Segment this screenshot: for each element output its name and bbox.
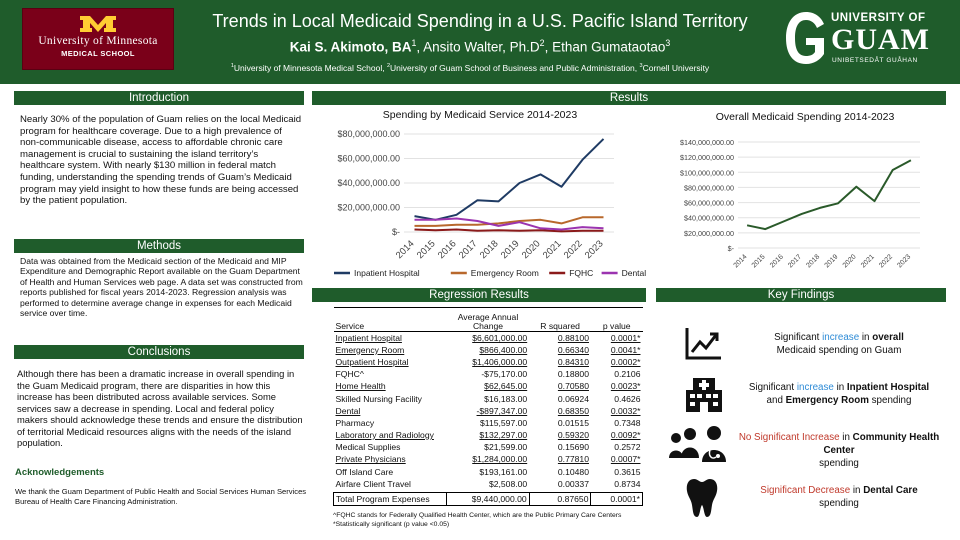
- regression-total-r-squared: 0.87650: [529, 493, 591, 506]
- x-tick-label: 2023: [582, 238, 606, 262]
- regression-p-value: 0.0092*: [610, 430, 641, 441]
- methods-text: Data was obtained from the Medicaid section of the Medicaid and MIP Expenditure and Demographic Report available on the Guam Department of Health and Human Services web page. A data set was constructed from reports published for fiscal years 2014-2023. Regression analysis was performed to determine average change in expenses for each Medicaid service over time.: [20, 256, 303, 319]
- chart-spending-by-service: [314, 122, 646, 282]
- methods-heading: Methods: [14, 239, 304, 253]
- regression-change: $6,601,000.00: [472, 332, 528, 343]
- umn-school: MEDICAL SCHOOL: [61, 49, 135, 58]
- regression-service: Emergency Room: [335, 344, 405, 355]
- regression-r-squared: 0.77810: [557, 454, 589, 465]
- regression-service: Off Island Care: [335, 466, 394, 477]
- key-finding-community-health: [730, 431, 948, 470]
- kf2-highlight: increase: [796, 382, 834, 393]
- kf4-post: spending: [819, 498, 859, 509]
- uog-g-icon: [784, 10, 828, 66]
- regression-row: [334, 380, 643, 392]
- regression-total-service: Total Program Expenses: [334, 493, 447, 506]
- regression-r-squared: 0.18800: [557, 369, 589, 380]
- x-tick-label: 2020: [519, 238, 543, 262]
- regression-service: Pharmacy: [335, 417, 375, 428]
- regression-p-value: 0.2572: [614, 442, 641, 453]
- regression-service: FQHC^: [335, 369, 364, 380]
- introduction-heading: Introduction: [14, 91, 304, 105]
- x-tick-label: 2018: [477, 238, 501, 262]
- series-line: [415, 230, 604, 232]
- regression-service: Dental: [335, 405, 361, 416]
- kf1-pre: Significant: [774, 332, 823, 343]
- x-tick-label: 2016: [768, 253, 785, 270]
- regression-p-value: 0.0007*: [610, 454, 641, 465]
- aff-1-sup: 1: [230, 63, 234, 70]
- aff-1: University of Minnesota Medical School,: [233, 63, 387, 73]
- chart-overall-title: Overall Medicaid Spending 2014-2023: [715, 111, 895, 123]
- y-tick-label: $40,000,000.00: [684, 213, 734, 223]
- regression-r-squared: 0.68350: [557, 405, 589, 416]
- regression-service: Private Physicians: [335, 454, 406, 465]
- hospital-icon: [683, 374, 725, 414]
- author-3-sup: 3: [665, 38, 671, 48]
- umn-m-icon: [78, 14, 118, 34]
- legend-entry: [334, 268, 420, 278]
- x-tick-label: 2018: [805, 253, 822, 270]
- col-r-squared: R squared: [529, 308, 591, 332]
- regression-row: [334, 356, 643, 368]
- regression-row: [334, 344, 643, 356]
- regression-p-value: 0.2106: [614, 369, 641, 380]
- regression-r-squared: 0.84310: [557, 356, 589, 367]
- x-tick-label: 2019: [823, 253, 840, 270]
- regression-row: [334, 392, 643, 404]
- kf4-mid: in: [850, 485, 864, 496]
- legend-entry: [451, 268, 539, 278]
- regression-row: [334, 429, 643, 441]
- y-tick-label: $20,000,000.00: [337, 202, 400, 213]
- author-3: Ethan Gumataotao: [552, 39, 666, 55]
- regression-row: [334, 417, 643, 429]
- conclusions-heading: Conclusions: [14, 345, 304, 359]
- aff-2-sup: 2: [386, 63, 391, 70]
- key-finding-inpatient-er: [730, 381, 948, 407]
- regression-change: $16,183.00: [484, 393, 528, 404]
- kf4-bold: Dental Care: [863, 485, 918, 496]
- key-finding-dental: [730, 484, 948, 510]
- regression-change: -$75,170.00: [481, 369, 528, 380]
- regression-change: $1,284,000.00: [472, 454, 528, 465]
- y-tick-label: $60,000,000.00: [684, 198, 734, 208]
- x-tick-label: 2015: [750, 253, 767, 270]
- x-tick-label: 2021: [540, 238, 564, 262]
- col-p-value: p value: [591, 308, 643, 332]
- col-average-change: Average Annual Change: [447, 308, 529, 332]
- kf3-bold: Community Health Center: [823, 432, 940, 456]
- kf1-mid: in: [859, 332, 873, 343]
- chart-service-title: Spending by Medicaid Service 2014-2023: [382, 109, 578, 121]
- y-tick-label: $-: [391, 227, 400, 237]
- poster-header: [0, 0, 960, 84]
- chart-overall-spending: [656, 130, 956, 280]
- acknowledgements-heading: Acknowledgements: [15, 467, 105, 478]
- regression-service: Home Health: [335, 381, 386, 392]
- uog-tagline: UNIBETSEDÅT GUÅHAN: [832, 57, 918, 64]
- trend-chart-icon: [683, 324, 725, 364]
- legend-label: Inpatient Hospital: [354, 268, 420, 278]
- col-service: Service: [334, 308, 447, 332]
- kf2-pre: Significant: [748, 382, 797, 393]
- regression-r-squared: 0.59320: [557, 430, 589, 441]
- legend-label: FQHC: [569, 268, 594, 278]
- poster-title: Trends in Local Medicaid Spending in a U.S. Pacific Island Territory: [212, 11, 748, 31]
- kf2-bold2: Emergency Room: [785, 395, 869, 406]
- author-2-sup: 2: [539, 38, 545, 48]
- regression-change: $1,406,000.00: [472, 356, 528, 367]
- regression-p-value: 0.0002*: [610, 356, 641, 367]
- umn-medical-school-logo: [22, 8, 174, 70]
- key-finding-overall: [730, 331, 948, 357]
- poster-authors: [180, 38, 780, 55]
- kf3-highlight: No Significant Increase: [738, 432, 840, 443]
- regression-row: [334, 478, 643, 490]
- regression-row: [334, 441, 643, 453]
- kf3-mid: in: [839, 432, 853, 443]
- regression-change: $21,599.00: [484, 442, 528, 453]
- regression-service: Medical Supplies: [335, 442, 401, 453]
- author-2: Ansito Walter, Ph.D: [423, 39, 540, 55]
- kf2-post: spending: [868, 395, 912, 406]
- x-tick-label: 2017: [456, 238, 480, 262]
- regression-change: -$897,347.00: [476, 405, 528, 416]
- kf1-bold: overall: [872, 332, 904, 343]
- uog-logo: [784, 10, 952, 76]
- regression-row: [334, 405, 643, 417]
- regression-row: [334, 368, 643, 380]
- regression-service: Outpatient Hospital: [335, 356, 409, 367]
- poster-affiliations: [170, 63, 770, 73]
- kf2-mid: in: [833, 382, 847, 393]
- regression-heading: Regression Results: [312, 288, 646, 302]
- legend-label: Emergency Room: [470, 268, 539, 278]
- regression-change: $115,597.00: [480, 417, 528, 428]
- tooth-icon: [685, 477, 719, 519]
- regression-service: Airfare Client Travel: [335, 478, 411, 489]
- results-heading: Results: [312, 91, 946, 105]
- aff-3: Cornell University: [642, 63, 710, 73]
- regression-total-p-value: 0.0001*: [591, 493, 643, 506]
- regression-notes: [333, 511, 621, 529]
- regression-r-squared: 0.01515: [557, 417, 589, 428]
- series-line: [747, 160, 911, 229]
- y-tick-label: $100,000,000.00: [680, 168, 734, 178]
- regression-p-value: 0.0001*: [610, 332, 641, 343]
- regression-table: [333, 307, 643, 506]
- regression-p-value: 0.8734: [614, 478, 641, 489]
- regression-r-squared: 0.70580: [557, 381, 589, 392]
- regression-service: Skilled Nursing Facility: [335, 393, 422, 404]
- regression-p-value: 0.0041*: [610, 344, 641, 355]
- x-tick-label: 2016: [435, 238, 459, 262]
- regression-r-squared: 0.06924: [557, 393, 589, 404]
- author-primary-sup: 1: [411, 38, 417, 48]
- author-sep-1: ,: [416, 39, 424, 55]
- regression-header-row: [334, 308, 643, 332]
- x-tick-label: 2022: [561, 238, 585, 262]
- y-tick-label: $20,000,000.00: [684, 228, 734, 238]
- kf1-highlight: increase: [822, 332, 860, 343]
- regression-change: $62,645.00: [484, 381, 528, 392]
- regression-r-squared: 0.00337: [557, 478, 589, 489]
- y-tick-label: $80,000,000.00: [684, 183, 734, 193]
- umn-name: University of Minnesota: [38, 35, 158, 47]
- author-primary: Kai S. Akimoto, BA: [289, 39, 412, 55]
- x-tick-label: 2014: [393, 238, 417, 262]
- kf3-post: spending: [819, 458, 859, 469]
- regression-service: Laboratory and Radiology: [335, 430, 434, 441]
- aff-3-sup: 3: [639, 63, 643, 70]
- regression-total-row: [334, 493, 643, 506]
- uog-university-of: UNIVERSITY OF: [831, 12, 926, 24]
- x-tick-label: 2020: [841, 253, 858, 270]
- acknowledgements-text: We thank the Guam Department of Public Health and Social Services Human Services Bureau of Health Care Financing Administration.: [15, 487, 307, 506]
- y-tick-label: $120,000,000.00: [680, 153, 734, 163]
- regression-p-value: 0.7348: [614, 417, 641, 428]
- regression-total-change: $9,440,000.00: [447, 493, 529, 506]
- x-tick-label: 2021: [859, 253, 876, 270]
- y-tick-label: $-: [727, 244, 734, 253]
- introduction-text: Nearly 30% of the population of Guam relies on the local Medicaid program for healthcare coverage. Due to a high prevalence of non-communicable disease, access to affordable chronic care management is crucial to sustaining the island territory’s healthcare system. With nearly $130 million in federal match funding, understanding the spending trends of Guam’s Medicaid program may yield insight to how these funds are being accessed by the patient population.: [20, 114, 302, 207]
- x-tick-label: 2014: [732, 253, 749, 270]
- regression-note-fqhc: ^FQHC stands for Federally Qualified Health Center, which are the Public Primary Care Centers: [333, 512, 622, 519]
- regression-row: [334, 466, 643, 478]
- regression-r-squared: 0.15690: [557, 442, 589, 453]
- regression-p-value: 0.0023*: [610, 381, 641, 392]
- x-tick-label: 2023: [896, 253, 913, 270]
- x-tick-label: 2017: [787, 253, 804, 270]
- regression-row: [334, 332, 643, 344]
- legend-label: Dental: [621, 268, 646, 278]
- regression-service: Inpatient Hospital: [335, 332, 402, 343]
- regression-row: [334, 453, 643, 465]
- x-tick-label: 2022: [878, 253, 895, 270]
- y-tick-label: $80,000,000.00: [337, 129, 400, 139]
- kf2-and: and: [766, 395, 786, 406]
- regression-change: $2,508.00: [488, 478, 528, 489]
- legend-entry: [602, 268, 646, 278]
- regression-p-value: 0.4626: [614, 393, 641, 404]
- kf2-bold: Inpatient Hospital: [846, 382, 930, 393]
- author-sep-2: ,: [544, 39, 553, 55]
- x-tick-label: 2015: [414, 238, 438, 262]
- regression-change: $866,400.00: [479, 344, 528, 355]
- aff-2: University of Guam School of Business and Public Administration,: [390, 63, 640, 73]
- key-findings-heading: Key Findings: [656, 288, 946, 302]
- regression-change: $193,161.00: [479, 466, 528, 477]
- y-tick-label: $40,000,000.00: [337, 178, 400, 188]
- community-health-icon: [668, 424, 730, 464]
- kf1-post: Medicaid spending on Guam: [776, 345, 902, 356]
- regression-r-squared: 0.66340: [557, 344, 589, 355]
- y-tick-label: $60,000,000.00: [337, 153, 400, 164]
- x-tick-label: 2019: [498, 238, 522, 262]
- regression-p-value: 0.3615: [614, 466, 641, 477]
- regression-change: $132,297.00: [479, 430, 528, 441]
- legend-entry: [549, 268, 593, 278]
- regression-r-squared: 0.88100: [557, 332, 589, 343]
- uog-guam: GUAM: [831, 23, 930, 56]
- conclusions-text: Although there has been a dramatic increase in overall spending in the Guam Medicaid program, there are disparities in how this increase has been distributed across available services. Some services saw a decrease in spending. Local and federal policy makers should acknowledge these trends and ensure the distribution of territorial Medicaid resources aligns with the needs of the island population.: [17, 368, 303, 448]
- kf4-highlight: Significant Decrease: [760, 485, 851, 496]
- regression-p-value: 0.0032*: [610, 405, 641, 416]
- regression-r-squared: 0.10480: [557, 466, 589, 477]
- regression-note-significance: *Statistically significant (p value <0.05): [333, 521, 450, 528]
- y-tick-label: $140,000,000.00: [680, 138, 734, 147]
